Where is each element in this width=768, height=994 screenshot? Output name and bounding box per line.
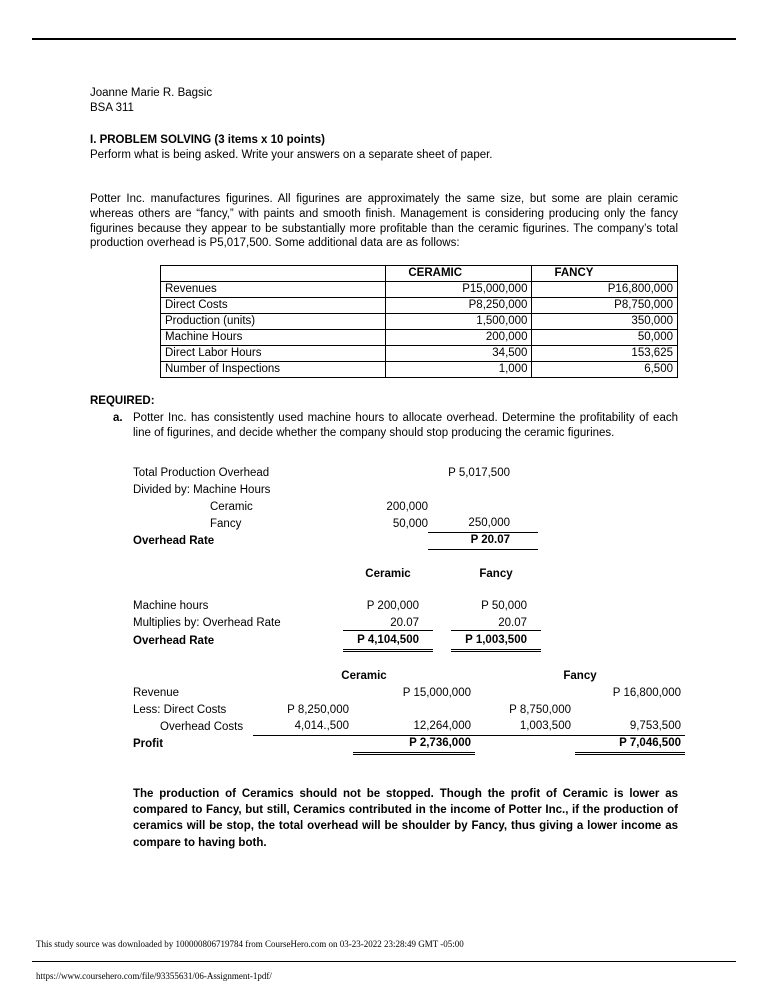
source-url-link[interactable]: https://www.coursehero.com/file/93355631/06-Assignment-1pdf/ [36,971,272,981]
comp3-header-spacer [133,669,253,685]
comp1-label: Fancy [210,517,242,530]
comp1-row [133,465,678,482]
figures-data-table [160,265,678,378]
comp3-c4: 9,753,500 [575,718,685,736]
fancy-value: 50,000 [532,329,678,345]
comp3-c1 [253,685,353,702]
ceramic-value: 34,500 [386,345,532,361]
comp1-row [133,482,678,499]
comp1-value-right [428,482,538,499]
comp2-label: Multiplies by: Overhead Rate [133,616,281,629]
comp2-header-ceramic: Ceramic [365,567,411,580]
fancy-value: P16,800,000 [532,281,678,297]
comp1-label: Ceramic [210,500,253,513]
row-label: Machine Hours [161,329,386,345]
comp2-label: Machine hours [133,599,209,612]
header-ceramic: CERAMIC [386,265,532,281]
comp3-row-overhead-costs [133,719,681,736]
fancy-value: 6,500 [532,361,678,377]
fancy-value: 350,000 [532,313,678,329]
comp2-header-gap [433,567,451,582]
ceramic-value: P8,250,000 [386,297,532,313]
solution-allocated-overhead-computation [133,567,678,649]
comp3-row-direct-costs [133,702,678,719]
comp1-value-right: P 5,017,500 [448,466,510,479]
solution-profitability-computation [133,669,681,753]
comp2-fancy-total: P 1,003,500 [451,630,541,653]
comp1-value-right: P 20.07 [428,532,538,550]
comp3-c2: P 2,736,000 [353,734,475,755]
section-title: I. PROBLEM SOLVING (3 items x 10 points) [90,134,325,147]
comp3-header-row [133,669,678,685]
comp1-row [133,533,678,550]
top-rule [32,38,736,40]
fancy-value: 153,625 [532,345,678,361]
comp3-c1: 4,014.,500 [253,718,353,736]
row-label: Direct Labor Hours [161,345,386,361]
comp2-row [133,598,678,615]
comp2-header-fancy: Fancy [479,567,513,580]
comp1-value-right: 250,000 [428,515,538,533]
required-heading: REQUIRED: [90,394,155,407]
conclusion-paragraph: The production of Ceramics should not be stopped. Though the profit of Ceramic is lower as compared to Fancy, but still, Ceramics contributed in the income of Potter Inc., if the production of ceramics will be stop, the total overhead will be shoulder by Fancy, thus giving a lower income as compare to having both. [133,787,678,849]
comp1-label: Overhead Rate [133,534,215,547]
problem-statement: Potter Inc. manufactures figurines. All figurines are approximately the same size, but some are plain ceramic whereas others are “fancy,” with paints and smooth finish. Management is considering producing only the fancy figurines because they appear to be substantially more profitable than the ceramic figurines. The company’s total production overhead is P5,017,500. Some additional data are as follows: [90,193,678,250]
row-label: Revenues [161,281,386,297]
row-label: Production (units) [161,313,386,329]
table-row-direct-costs [161,297,678,313]
row-label: Number of Inspections [161,361,386,377]
comp2-ceramic-total: P 4,104,500 [343,630,433,653]
comp1-row [133,516,678,533]
comp3-c3 [475,685,575,702]
comp2-ceramic-value: P 200,000 [366,599,419,612]
download-note: This study source was downloaded by 100000806719784 from CourseHero.com on 03-23-2022 23:28:49 GMT -05:00 [36,939,464,949]
comp3-c4: P 16,800,000 [612,686,681,699]
ceramic-value: P15,000,000 [386,281,532,297]
row-label: Direct Costs [161,297,386,313]
table-row-direct-labor-hours [161,345,678,361]
requirement-item-a [113,411,678,440]
comp1-value-mid: 200,000 [386,500,428,513]
comp3-c4 [575,702,685,719]
comp1-label: Total Production Overhead [133,466,270,479]
comp3-c3: 1,003,500 [475,718,575,736]
comp2-label: Overhead Rate [133,634,215,647]
header-blank-cell [161,265,386,281]
student-name: Joanne Marie R. Bagsic [90,87,213,99]
comp2-fancy-value: 20.07 [498,616,527,629]
comp3-label: Profit [133,738,164,751]
fancy-value: P8,750,000 [532,297,678,313]
item-text: Potter Inc. has consistently used machine hours to allocate overhead. Determine the profitability of each line of figurines, and decide whether the company should stop producing the ceramic figurines. [133,412,678,439]
table-header-row [161,265,678,281]
table-row-machine-hours [161,329,678,345]
comp2-header-row [133,567,678,582]
comp3-c2: P 15,000,000 [402,686,471,699]
comp2-fancy-value: P 50,000 [481,599,527,612]
comp2-ceramic-value: 20.07 [390,616,419,629]
comp3-c1 [253,736,353,754]
comp3-c2 [353,702,475,719]
comp3-c4: P 7,046,500 [575,734,685,755]
solution-overhead-rate-computation [133,465,678,550]
item-letter: a. [113,412,123,425]
comp3-row-revenue [133,685,681,702]
comp3-row-profit [133,736,681,753]
comp3-c2: 12,264,000 [353,718,475,736]
comp1-value-right [428,499,538,516]
comp3-c1: P 8,250,000 [287,703,349,716]
table-row-revenues [161,281,678,297]
table-row-number-of-inspections [161,361,678,377]
ceramic-value: 200,000 [386,329,532,345]
comp1-label: Divided by: Machine Hours [133,483,271,496]
comp3-label: Revenue [133,686,180,699]
comp2-header-spacer [133,567,343,582]
comp3-header-fancy: Fancy [563,669,597,682]
comp3-header-ceramic: Ceramic [341,669,387,682]
comp3-c3: P 8,750,000 [509,703,571,716]
comp3-c3 [475,736,575,754]
student-course: BSA 311 [90,101,134,114]
bottom-rule [32,961,736,962]
ceramic-value: 1,500,000 [386,313,532,329]
comp1-value-mid: 50,000 [392,517,428,530]
section-instructions: Perform what is being asked. Write your answers on a separate sheet of paper. [90,148,493,161]
comp1-row [133,499,678,516]
comp3-label: Overhead Costs [160,720,244,733]
header-fancy: FANCY [532,265,678,281]
ceramic-value: 1,000 [386,361,532,377]
comp2-row [133,632,678,649]
document-content [90,86,681,851]
table-row-production-units [161,313,678,329]
comp3-label: Less: Direct Costs [133,703,227,716]
